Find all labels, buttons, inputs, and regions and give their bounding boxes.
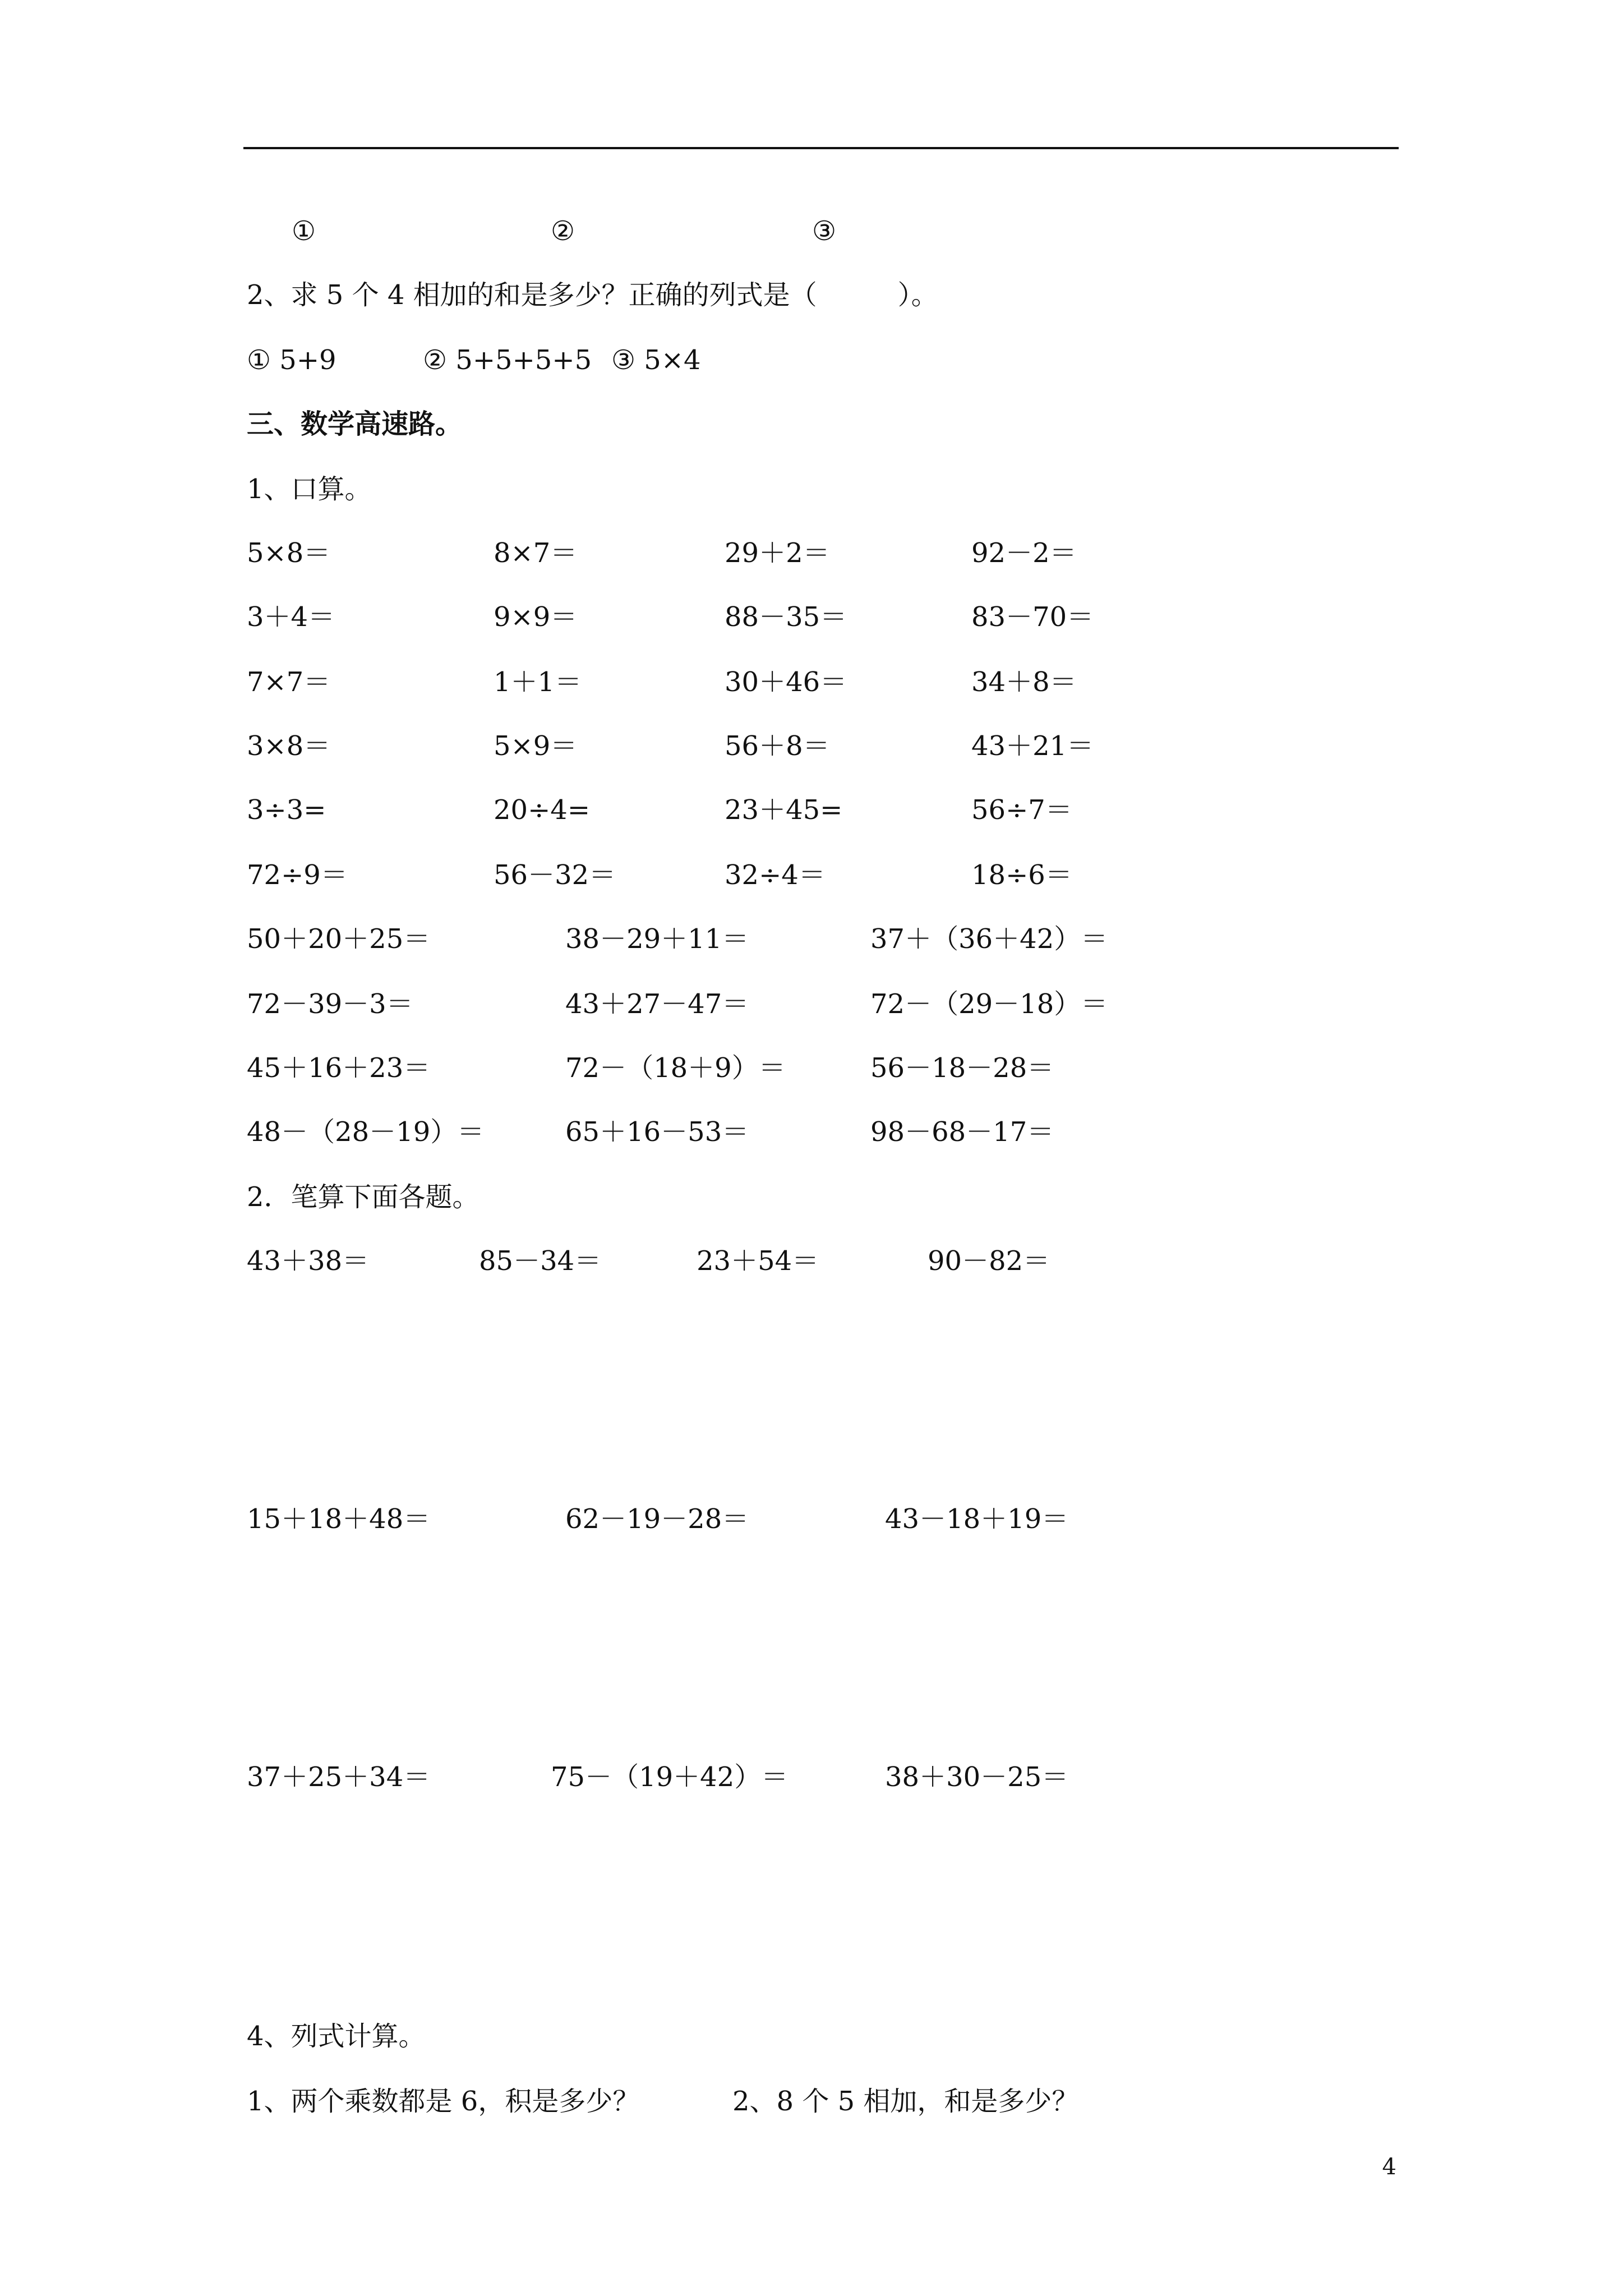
word-problem-2: 2、8 个 5 相加，和是多少？ [732,2086,1079,2117]
written-calc-item: 75－（19＋42）＝ [551,1761,789,1793]
oral-calc-item: 3×8＝ [247,730,331,762]
question-2-option-2: ② 5+5+5+5 [423,344,592,376]
oral-calc-item: 32÷4＝ [725,859,826,891]
oral-calc-item: 56÷7＝ [971,794,1072,826]
question-2: 2、求 5 个 4 相加的和是多少？正确的列式是（ ）。 [247,279,938,311]
oral-calc-item: 65＋16－53＝ [565,1116,749,1148]
question-2-option-1: ① 5+9 [247,344,336,376]
written-calc-item: 23＋54＝ [697,1245,819,1277]
oral-calc-item: 56－32＝ [494,859,616,891]
oral-calc-item: 37＋（36＋42）＝ [870,923,1108,955]
written-calc-item: 85－34＝ [479,1245,602,1277]
written-calc-item: 43＋38＝ [247,1245,370,1277]
oral-calc-item: 38－29＋11＝ [565,923,749,955]
oral-calc-title: 1、口算。 [247,473,372,505]
page-number: 4 [1382,2154,1396,2180]
oral-calc-item: 72－（29－18）＝ [870,988,1108,1020]
oral-calc-item: 43＋27－47＝ [565,988,749,1020]
oral-calc-item: 88－35＝ [725,601,847,633]
oral-calc-item: 72－（18＋9）＝ [565,1052,786,1084]
question-2-option-3: ③ 5×4 [611,344,701,376]
oral-calc-item: 5×9＝ [494,730,578,762]
oral-calc-item: 7×7＝ [247,666,331,698]
word-problem-title: 4、列式计算。 [247,2021,426,2052]
oral-calc-item: 43＋21＝ [971,730,1094,762]
written-calc-item: 43－18＋19＝ [885,1503,1069,1535]
oral-calc-item: 83－70＝ [971,601,1094,633]
written-calc-title: 2．笔算下面各题。 [247,1181,479,1213]
oral-calc-item: 92－2＝ [971,537,1077,569]
oral-calc-item: 98－68－17＝ [870,1116,1054,1148]
oral-calc-item: 56－18－28＝ [870,1052,1054,1084]
written-calc-item: 37＋25＋34＝ [247,1761,431,1793]
oral-calc-item: 8×7＝ [494,537,578,569]
written-calc-item: 15＋18＋48＝ [247,1503,431,1535]
oral-calc-item: 72÷9＝ [247,859,348,891]
circle-option-2: ② [551,215,575,247]
oral-calc-item: 23＋45= [725,794,843,826]
oral-calc-item: 20÷4= [494,794,591,826]
circle-option-1: ① [292,215,316,247]
word-problem-1: 1、两个乘数都是 6，积是多少？ [247,2086,640,2117]
oral-calc-item: 34＋8＝ [971,666,1077,698]
header-rule [243,147,1399,149]
oral-calc-item: 3＋4＝ [247,601,335,633]
oral-calc-item: 56＋8＝ [725,730,830,762]
oral-calc-item: 18÷6＝ [971,859,1072,891]
oral-calc-item: 72－39－3＝ [247,988,413,1020]
written-calc-item: 38＋30－25＝ [885,1761,1069,1793]
oral-calc-item: 50＋20＋25＝ [247,923,431,955]
oral-calc-item: 45＋16＋23＝ [247,1052,431,1084]
oral-calc-item: 48－（28－19）＝ [247,1116,485,1148]
written-calc-item: 62－19－28＝ [565,1503,749,1535]
section-3-heading: 三、数学高速路。 [247,408,463,440]
circle-option-3: ③ [812,215,837,247]
oral-calc-item: 5×8＝ [247,537,331,569]
oral-calc-item: 1＋1＝ [494,666,582,698]
oral-calc-item: 9×9＝ [494,601,578,633]
written-calc-item: 90－82＝ [928,1245,1050,1277]
oral-calc-item: 30＋46＝ [725,666,847,698]
oral-calc-item: 29＋2＝ [725,537,830,569]
oral-calc-item: 3÷3= [247,794,326,826]
